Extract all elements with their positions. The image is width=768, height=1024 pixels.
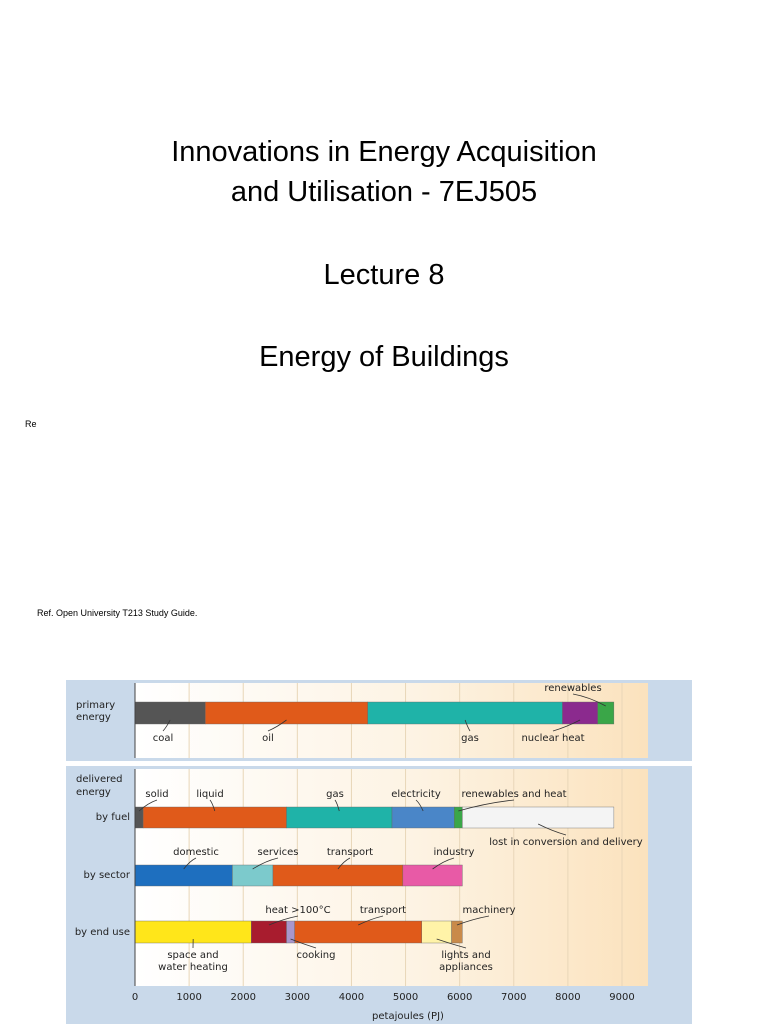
reference-text: Ref. Open University T213 Study Guide.: [37, 608, 198, 618]
segment-label-transport: transport: [359, 905, 407, 916]
x-tick-label: 4000: [338, 992, 365, 1003]
x-tick-label: 3000: [284, 992, 311, 1003]
segment-label-transport: transport: [326, 847, 374, 858]
lecture-number: Lecture 8: [323, 259, 445, 291]
segment-label-oil: oil: [262, 733, 274, 744]
row-label-by-fuel: by fuel: [95, 812, 130, 823]
stub-text: Re: [25, 419, 37, 429]
bar-segment-renewables: [598, 702, 614, 724]
lecture-topic: Energy of Buildings: [259, 341, 509, 373]
segment-label-nuclear-heat: nuclear heat: [521, 733, 585, 744]
bar-segment-heat-100-c: [251, 921, 286, 943]
x-axis-label: petajoules (PJ): [372, 1011, 444, 1022]
x-tick-label: 0: [131, 992, 139, 1003]
segment-label-domestic: domestic: [173, 847, 219, 858]
x-tick-label: 6000: [446, 992, 473, 1003]
bar-segment-services: [232, 865, 273, 886]
bar-segment-solid: [135, 807, 143, 828]
segment-label-cooking: cooking: [296, 950, 336, 961]
row-label-by-sector: by sector: [83, 870, 130, 881]
bar-segment-lost-in-conversion-and-delivery: [462, 807, 614, 828]
panel-label-delivered-2: energy: [76, 787, 111, 798]
title-line-2: and Utilisation - 7EJ505: [230, 176, 538, 208]
segment-label-electricity: electricity: [391, 789, 441, 800]
title-line-1: Innovations in Energy Acquisition: [171, 136, 597, 168]
bar-segment-domestic: [135, 865, 232, 886]
panel-label-delivered-1: delivered: [76, 774, 123, 785]
bar-segment-transport: [273, 865, 403, 886]
panel-label-primary-1: primary: [76, 700, 116, 711]
segment-label-gas: gas: [461, 733, 479, 744]
segment-label-renewables-and-heat: renewables and heat: [461, 789, 567, 800]
bar-segment-transport: [295, 921, 422, 943]
segment-label-lost-in-conversion-and-delivery: lost in conversion and delivery: [489, 837, 643, 848]
bar-segment-nuclear-heat: [562, 702, 597, 724]
segment-label-industry: industry: [433, 847, 475, 858]
segment-label-liquid: liquid: [196, 789, 224, 800]
segment-label-lights-and-appliances: lights and appliances: [439, 950, 493, 973]
segment-label-machinery: machinery: [462, 905, 516, 916]
segment-label-services: services: [257, 847, 299, 858]
bar-segment-lights-and-appliances: [422, 921, 452, 943]
row-label-by-end-use: by end use: [74, 927, 130, 938]
x-tick-label: 8000: [555, 992, 581, 1003]
segment-label-gas: gas: [326, 789, 344, 800]
bar-segment-oil: [205, 702, 367, 724]
x-tick-label: 7000: [501, 992, 527, 1003]
segment-label-coal: coal: [152, 733, 174, 744]
x-tick-label: 9000: [609, 992, 635, 1003]
segment-label-heat-100-c: heat >100°C: [265, 905, 331, 916]
segment-label-solid: solid: [145, 789, 169, 800]
segment-label-renewables: renewables: [544, 683, 602, 694]
bar-segment-industry: [403, 865, 463, 886]
x-tick-label: 5000: [392, 992, 419, 1003]
segment-label-space-and-water-heating: space and water heating: [158, 950, 228, 973]
x-tick-label: 2000: [230, 992, 256, 1003]
bar-segment-machinery: [452, 921, 463, 943]
x-tick-label: 1000: [176, 992, 202, 1003]
panel-label-primary-2: energy: [76, 712, 111, 723]
